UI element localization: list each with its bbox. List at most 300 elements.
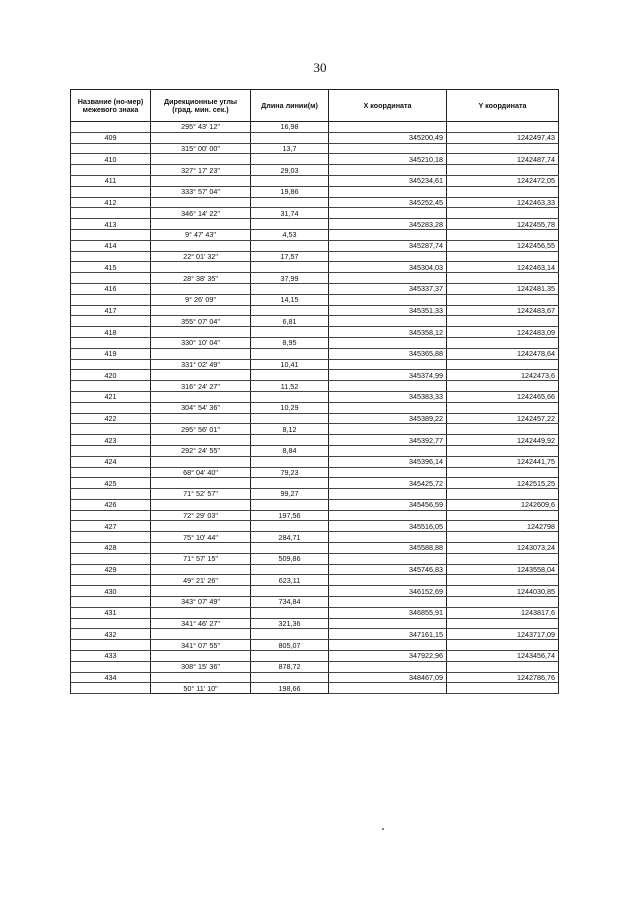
empty-cell <box>329 597 447 608</box>
segment-row <box>71 381 559 392</box>
y-coordinate-cell: 1242456,55 <box>447 240 559 251</box>
length-cell: 79,23 <box>251 467 329 478</box>
header-angle: Дирекционные углы (град. мин. сек.) <box>151 90 251 122</box>
x-coordinate-cell: 345396,14 <box>329 456 447 467</box>
x-coordinate-cell: 347922,96 <box>329 651 447 662</box>
point-name-cell: 424 <box>71 456 151 467</box>
angle-cell: 75° 10' 44" <box>151 532 251 543</box>
empty-cell <box>329 683 447 694</box>
angle-cell: 9° 26' 09" <box>151 294 251 305</box>
angle-cell: 346° 14' 22" <box>151 208 251 219</box>
header-y: Y координата <box>447 90 559 122</box>
length-cell: 99,27 <box>251 489 329 500</box>
x-coordinate-cell: 346152,69 <box>329 586 447 597</box>
y-coordinate-cell: 1242487,74 <box>447 154 559 165</box>
angle-cell: 341° 46' 27" <box>151 618 251 629</box>
empty-cell <box>447 618 559 629</box>
empty-cell <box>251 327 329 338</box>
empty-cell <box>447 273 559 284</box>
point-row <box>71 132 559 143</box>
header-x: X координата <box>329 90 447 122</box>
empty-cell <box>71 467 151 478</box>
point-name-cell: 410 <box>71 154 151 165</box>
length-cell: 16,98 <box>251 122 329 133</box>
point-name-cell: 421 <box>71 391 151 402</box>
y-coordinate-cell: 1242478,64 <box>447 348 559 359</box>
length-cell: 11,52 <box>251 381 329 392</box>
empty-cell <box>329 640 447 651</box>
x-coordinate-cell: 345252,45 <box>329 197 447 208</box>
point-row <box>71 391 559 402</box>
point-row <box>71 564 559 575</box>
segment-row <box>71 273 559 284</box>
scan-dot <box>382 828 384 830</box>
angle-cell: 295° 43' 12" <box>151 122 251 133</box>
x-coordinate-cell: 348467,09 <box>329 672 447 683</box>
x-coordinate-cell: 345210,18 <box>329 154 447 165</box>
y-coordinate-cell: 1243456,74 <box>447 651 559 662</box>
angle-cell: 355° 07' 04" <box>151 316 251 327</box>
segment-row <box>71 640 559 651</box>
empty-cell <box>151 240 251 251</box>
y-coordinate-cell: 1242463,33 <box>447 197 559 208</box>
empty-cell <box>329 424 447 435</box>
length-cell: 10,41 <box>251 359 329 370</box>
angle-cell: 50° 11' 10" <box>151 683 251 694</box>
point-row <box>71 283 559 294</box>
empty-cell <box>329 273 447 284</box>
empty-cell <box>71 424 151 435</box>
angle-cell: 9° 47' 43" <box>151 229 251 240</box>
empty-cell <box>71 359 151 370</box>
empty-cell <box>71 122 151 133</box>
segment-row <box>71 553 559 564</box>
empty-cell <box>447 402 559 413</box>
empty-cell <box>251 499 329 510</box>
angle-cell: 315° 00' 00" <box>151 143 251 154</box>
length-cell: 805,07 <box>251 640 329 651</box>
point-row <box>71 154 559 165</box>
segment-row <box>71 597 559 608</box>
boundary-coordinates-table <box>70 89 559 694</box>
empty-cell <box>447 316 559 327</box>
length-cell: 29,03 <box>251 165 329 176</box>
segment-row <box>71 424 559 435</box>
point-name-cell: 430 <box>71 586 151 597</box>
y-coordinate-cell: 1242515,25 <box>447 478 559 489</box>
point-name-cell: 411 <box>71 175 151 186</box>
empty-cell <box>447 337 559 348</box>
angle-cell: 341° 07' 55" <box>151 640 251 651</box>
length-cell: 198,66 <box>251 683 329 694</box>
empty-cell <box>251 651 329 662</box>
empty-cell <box>251 132 329 143</box>
segment-row <box>71 445 559 456</box>
empty-cell <box>71 402 151 413</box>
empty-cell <box>251 240 329 251</box>
empty-cell <box>71 208 151 219</box>
point-row <box>71 521 559 532</box>
empty-cell <box>151 132 251 143</box>
x-coordinate-cell: 345389,22 <box>329 413 447 424</box>
angle-cell: 304° 54' 36" <box>151 402 251 413</box>
x-coordinate-cell: 345365,88 <box>329 348 447 359</box>
length-cell: 8,95 <box>251 337 329 348</box>
point-name-cell: 417 <box>71 305 151 316</box>
empty-cell <box>447 597 559 608</box>
point-name-cell: 420 <box>71 370 151 381</box>
length-cell: 6,81 <box>251 316 329 327</box>
empty-cell <box>251 478 329 489</box>
point-name-cell: 433 <box>71 651 151 662</box>
length-cell: 197,56 <box>251 510 329 521</box>
empty-cell <box>329 510 447 521</box>
empty-cell <box>71 337 151 348</box>
point-row <box>71 672 559 683</box>
x-coordinate-cell: 345746,83 <box>329 564 447 575</box>
segment-row <box>71 143 559 154</box>
point-row <box>71 305 559 316</box>
angle-cell: 308° 15' 36" <box>151 661 251 672</box>
empty-cell <box>329 359 447 370</box>
point-name-cell: 409 <box>71 132 151 143</box>
x-coordinate-cell: 345383,33 <box>329 391 447 402</box>
empty-cell <box>251 391 329 402</box>
segment-row <box>71 575 559 586</box>
point-name-cell: 414 <box>71 240 151 251</box>
empty-cell <box>71 445 151 456</box>
point-row <box>71 435 559 446</box>
empty-cell <box>151 586 251 597</box>
y-coordinate-cell: 1242609,6 <box>447 499 559 510</box>
y-coordinate-cell: 1242455,78 <box>447 219 559 230</box>
angle-cell: 343° 07' 49" <box>151 597 251 608</box>
length-cell: 734,84 <box>251 597 329 608</box>
empty-cell <box>151 348 251 359</box>
x-coordinate-cell: 346855,91 <box>329 607 447 618</box>
empty-cell <box>251 607 329 618</box>
point-name-cell: 422 <box>71 413 151 424</box>
empty-cell <box>151 521 251 532</box>
x-coordinate-cell: 345516,05 <box>329 521 447 532</box>
empty-cell <box>151 197 251 208</box>
point-name-cell: 429 <box>71 564 151 575</box>
x-coordinate-cell: 345337,37 <box>329 283 447 294</box>
point-row <box>71 240 559 251</box>
y-coordinate-cell: 1242786,76 <box>447 672 559 683</box>
empty-cell <box>151 456 251 467</box>
segment-row <box>71 229 559 240</box>
length-cell: 878,72 <box>251 661 329 672</box>
empty-cell <box>251 543 329 554</box>
length-cell: 37,99 <box>251 273 329 284</box>
empty-cell <box>251 219 329 230</box>
length-cell: 8,12 <box>251 424 329 435</box>
empty-cell <box>447 424 559 435</box>
empty-cell <box>71 165 151 176</box>
table-body <box>71 122 559 694</box>
segment-row <box>71 532 559 543</box>
segment-row <box>71 510 559 521</box>
empty-cell <box>71 510 151 521</box>
point-name-cell: 426 <box>71 499 151 510</box>
y-coordinate-cell: 1242472,05 <box>447 175 559 186</box>
point-row <box>71 413 559 424</box>
empty-cell <box>151 672 251 683</box>
empty-cell <box>447 208 559 219</box>
point-name-cell: 428 <box>71 543 151 554</box>
x-coordinate-cell: 345358,12 <box>329 327 447 338</box>
point-row <box>71 175 559 186</box>
empty-cell <box>151 154 251 165</box>
point-row <box>71 456 559 467</box>
segment-row <box>71 337 559 348</box>
point-row <box>71 262 559 273</box>
empty-cell <box>447 359 559 370</box>
point-name-cell: 415 <box>71 262 151 273</box>
empty-cell <box>251 629 329 640</box>
angle-cell: 71° 52' 57" <box>151 489 251 500</box>
empty-cell <box>329 445 447 456</box>
y-coordinate-cell: 1242497,43 <box>447 132 559 143</box>
empty-cell <box>71 553 151 564</box>
empty-cell <box>71 251 151 262</box>
empty-cell <box>71 661 151 672</box>
y-coordinate-cell: 1242441,75 <box>447 456 559 467</box>
angle-cell: 49° 21' 26" <box>151 575 251 586</box>
y-coordinate-cell: 1242483,09 <box>447 327 559 338</box>
point-name-cell: 418 <box>71 327 151 338</box>
empty-cell <box>151 262 251 273</box>
point-name-cell: 416 <box>71 283 151 294</box>
empty-cell <box>329 467 447 478</box>
segment-row <box>71 208 559 219</box>
x-coordinate-cell: 345304,03 <box>329 262 447 273</box>
empty-cell <box>251 197 329 208</box>
empty-cell <box>71 532 151 543</box>
empty-cell <box>71 143 151 154</box>
angle-cell: 331° 02' 49" <box>151 359 251 370</box>
empty-cell <box>71 229 151 240</box>
angle-cell: 333° 57' 04" <box>151 186 251 197</box>
empty-cell <box>447 532 559 543</box>
empty-cell <box>447 143 559 154</box>
empty-cell <box>151 413 251 424</box>
x-coordinate-cell: 345456,59 <box>329 499 447 510</box>
empty-cell <box>71 316 151 327</box>
empty-cell <box>151 391 251 402</box>
segment-row <box>71 251 559 262</box>
empty-cell <box>447 575 559 586</box>
empty-cell <box>151 607 251 618</box>
x-coordinate-cell: 345374,99 <box>329 370 447 381</box>
empty-cell <box>329 143 447 154</box>
point-name-cell: 434 <box>71 672 151 683</box>
empty-cell <box>329 208 447 219</box>
empty-cell <box>151 370 251 381</box>
empty-cell <box>251 348 329 359</box>
empty-cell <box>447 122 559 133</box>
x-coordinate-cell: 345283,28 <box>329 219 447 230</box>
empty-cell <box>251 456 329 467</box>
point-name-cell: 427 <box>71 521 151 532</box>
segment-row <box>71 683 559 694</box>
empty-cell <box>447 294 559 305</box>
empty-cell <box>447 229 559 240</box>
point-row <box>71 348 559 359</box>
segment-row <box>71 467 559 478</box>
point-row <box>71 651 559 662</box>
empty-cell <box>329 165 447 176</box>
empty-cell <box>329 489 447 500</box>
empty-cell <box>329 618 447 629</box>
empty-cell <box>447 251 559 262</box>
point-row <box>71 586 559 597</box>
empty-cell <box>447 381 559 392</box>
angle-cell: 68° 04' 40" <box>151 467 251 478</box>
empty-cell <box>447 510 559 521</box>
point-row <box>71 327 559 338</box>
empty-cell <box>71 273 151 284</box>
point-name-cell: 419 <box>71 348 151 359</box>
empty-cell <box>71 489 151 500</box>
point-name-cell: 425 <box>71 478 151 489</box>
empty-cell <box>151 543 251 554</box>
length-cell: 4,53 <box>251 229 329 240</box>
empty-cell <box>71 618 151 629</box>
point-name-cell: 412 <box>71 197 151 208</box>
empty-cell <box>71 597 151 608</box>
y-coordinate-cell: 1242473,6 <box>447 370 559 381</box>
empty-cell <box>447 683 559 694</box>
angle-cell: 316° 24' 27" <box>151 381 251 392</box>
empty-cell <box>329 381 447 392</box>
empty-cell <box>447 640 559 651</box>
length-cell: 14,15 <box>251 294 329 305</box>
point-row <box>71 607 559 618</box>
empty-cell <box>447 467 559 478</box>
x-coordinate-cell: 345287,74 <box>329 240 447 251</box>
segment-row <box>71 186 559 197</box>
segment-row <box>71 618 559 629</box>
point-row <box>71 478 559 489</box>
segment-row <box>71 489 559 500</box>
empty-cell <box>329 575 447 586</box>
point-row <box>71 543 559 554</box>
empty-cell <box>329 122 447 133</box>
empty-cell <box>329 337 447 348</box>
empty-cell <box>447 553 559 564</box>
point-row <box>71 197 559 208</box>
y-coordinate-cell: 1242798 <box>447 521 559 532</box>
empty-cell <box>251 370 329 381</box>
y-coordinate-cell: 1242463,14 <box>447 262 559 273</box>
empty-cell <box>329 294 447 305</box>
empty-cell <box>151 478 251 489</box>
empty-cell <box>329 229 447 240</box>
length-cell: 10,29 <box>251 402 329 413</box>
y-coordinate-cell: 1243817,6 <box>447 607 559 618</box>
empty-cell <box>151 629 251 640</box>
point-name-cell: 423 <box>71 435 151 446</box>
x-coordinate-cell: 347161,15 <box>329 629 447 640</box>
y-coordinate-cell: 1242481,35 <box>447 283 559 294</box>
point-row <box>71 499 559 510</box>
segment-row <box>71 122 559 133</box>
empty-cell <box>447 489 559 500</box>
empty-cell <box>251 672 329 683</box>
segment-row <box>71 359 559 370</box>
empty-cell <box>251 564 329 575</box>
y-coordinate-cell: 1243558,04 <box>447 564 559 575</box>
length-cell: 623,11 <box>251 575 329 586</box>
angle-cell: 72° 29' 03" <box>151 510 251 521</box>
length-cell: 19,86 <box>251 186 329 197</box>
angle-cell: 71° 57' 15" <box>151 553 251 564</box>
length-cell: 321,36 <box>251 618 329 629</box>
length-cell: 17,57 <box>251 251 329 262</box>
empty-cell <box>251 175 329 186</box>
header-name: Название (но-мер) межевого знака <box>71 90 151 122</box>
empty-cell <box>71 683 151 694</box>
empty-cell <box>71 294 151 305</box>
empty-cell <box>329 251 447 262</box>
y-coordinate-cell: 1243073,24 <box>447 543 559 554</box>
segment-row <box>71 165 559 176</box>
empty-cell <box>71 640 151 651</box>
y-coordinate-cell: 1244030,85 <box>447 586 559 597</box>
segment-row <box>71 294 559 305</box>
segment-row <box>71 661 559 672</box>
empty-cell <box>447 186 559 197</box>
length-cell: 13,7 <box>251 143 329 154</box>
empty-cell <box>329 553 447 564</box>
angle-cell: 295° 56' 01" <box>151 424 251 435</box>
empty-cell <box>71 575 151 586</box>
table-header-row <box>71 90 559 122</box>
x-coordinate-cell: 345425,72 <box>329 478 447 489</box>
empty-cell <box>251 305 329 316</box>
empty-cell <box>251 413 329 424</box>
point-row <box>71 370 559 381</box>
angle-cell: 292° 24' 55" <box>151 445 251 456</box>
empty-cell <box>151 327 251 338</box>
x-coordinate-cell: 345351,33 <box>329 305 447 316</box>
x-coordinate-cell: 345234,61 <box>329 175 447 186</box>
empty-cell <box>151 435 251 446</box>
empty-cell <box>71 186 151 197</box>
x-coordinate-cell: 345392,77 <box>329 435 447 446</box>
point-name-cell: 432 <box>71 629 151 640</box>
angle-cell: 22° 01' 32" <box>151 251 251 262</box>
x-coordinate-cell: 345200,49 <box>329 132 447 143</box>
y-coordinate-cell: 1242465,66 <box>447 391 559 402</box>
y-coordinate-cell: 1242449,92 <box>447 435 559 446</box>
empty-cell <box>251 154 329 165</box>
y-coordinate-cell: 1243717,09 <box>447 629 559 640</box>
segment-row <box>71 402 559 413</box>
length-cell: 31,74 <box>251 208 329 219</box>
segment-row <box>71 316 559 327</box>
angle-cell: 28° 38' 35" <box>151 273 251 284</box>
length-cell: 8,84 <box>251 445 329 456</box>
empty-cell <box>329 186 447 197</box>
point-row <box>71 219 559 230</box>
empty-cell <box>329 661 447 672</box>
x-coordinate-cell: 345588,88 <box>329 543 447 554</box>
empty-cell <box>329 532 447 543</box>
empty-cell <box>151 219 251 230</box>
